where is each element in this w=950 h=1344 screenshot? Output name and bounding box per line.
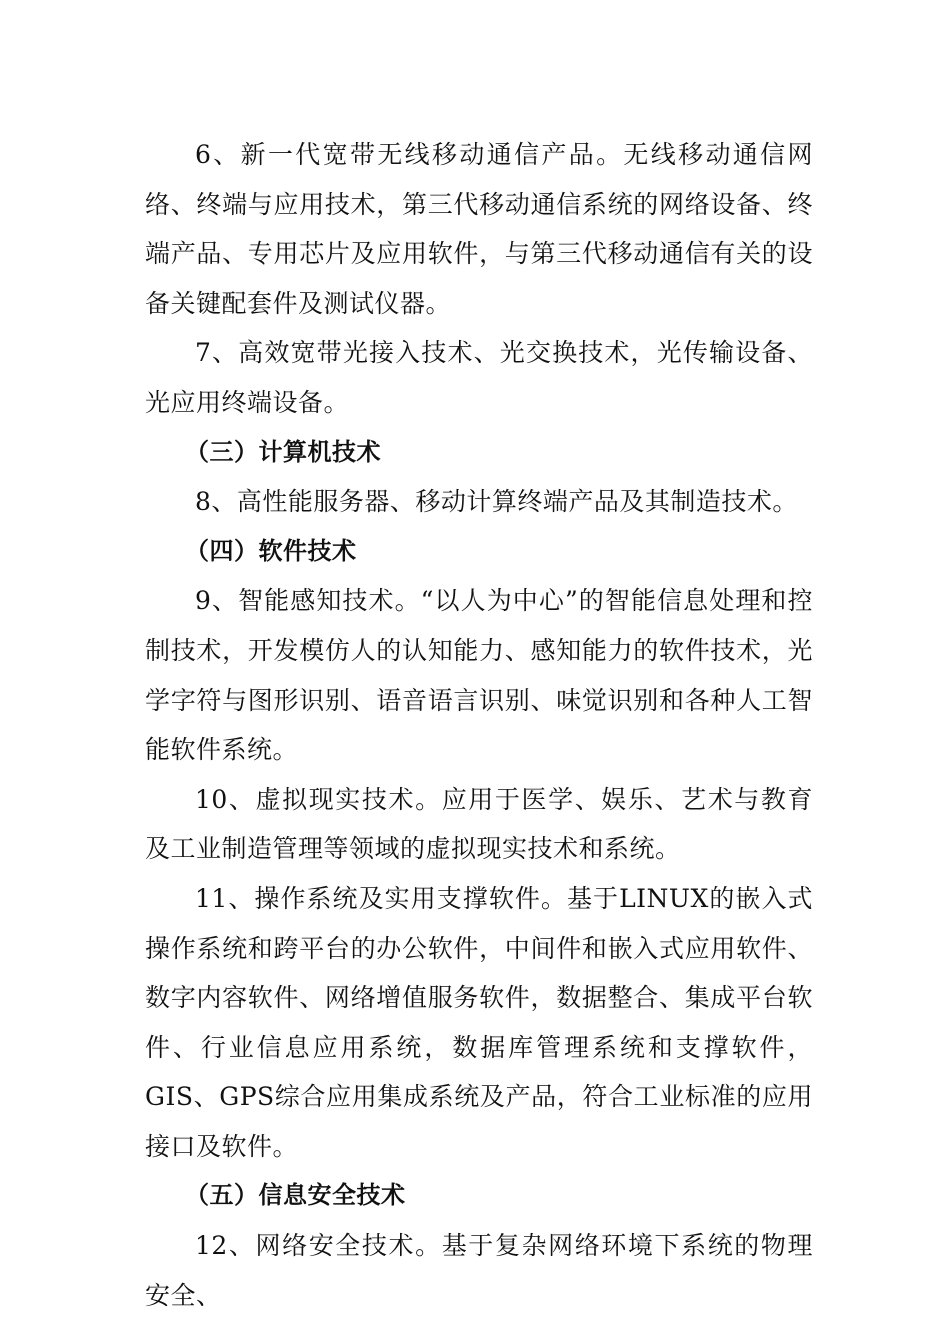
section-heading-information-security: （五）信息安全技术 bbox=[185, 1181, 406, 1210]
paragraph-item-8: 8、高性能服务器、移动计算终端产品及其制造技术。 bbox=[195, 487, 798, 517]
paragraph-item-10: 10、虚拟现实技术。应用于医学、娱乐、艺术与教育及工业制造管理等领域的虚拟现实技术和系统。 bbox=[145, 784, 813, 864]
paragraph-item-6: 6、新一代宽带无线移动通信产品。无线移动通信网络、终端与应用技术，第三代移动通信系统的网络设备、终端产品、专用芯片及应用软件，与第三代移动通信有关的设备关键配套件及测试仪器。 bbox=[145, 140, 813, 318]
paragraph-item-12: 12、网络安全技术。基于复杂网络环境下系统的物理安全、 bbox=[145, 1231, 813, 1310]
section-heading-software-technology: （四）软件技术 bbox=[185, 536, 357, 565]
document-body bbox=[145, 130, 813, 1320]
paragraph-item-7: 7、高效宽带光接入技术、光交换技术，光传输设备、光应用终端设备。 bbox=[145, 338, 813, 417]
section-heading-computer-technology: （三）计算机技术 bbox=[185, 437, 381, 466]
paragraph-item-11: 11、操作系统及实用支撑软件。基于LINUX的嵌入式操作系统和跨平台的办公软件，中间件和嵌入式应用软件、数字内容软件、网络增值服务软件，数据整合、集成平台软件、行业信息应用系统，数据库管理系统和支撑软件，GIS、GPS综合应用集成系统及产品，符合工业标准的应用接口及软件。 bbox=[145, 883, 813, 1161]
paragraph-item-9: 9、智能感知技术。“以人为中心”的智能信息处理和控制技术，开发模仿人的认知能力、感知能力的软件技术，光学字符与图形识别、语音语言识别、味觉识别和各种人工智能软件系统。 bbox=[145, 586, 813, 765]
